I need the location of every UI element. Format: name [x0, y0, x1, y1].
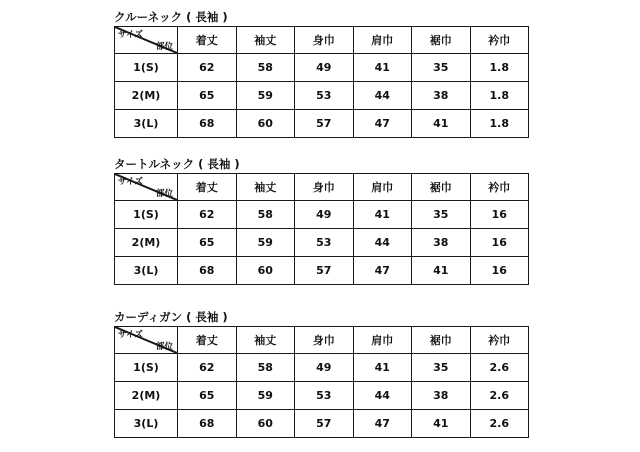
column-header: 肩巾: [353, 327, 412, 354]
value-cell: 58: [236, 54, 295, 82]
value-cell: 65: [178, 382, 237, 410]
value-cell: 53: [295, 382, 354, 410]
value-cell: 35: [412, 201, 471, 229]
value-cell: 47: [353, 410, 412, 438]
header-row: [115, 27, 529, 54]
value-cell: 1.8: [470, 110, 529, 138]
value-cell: 16: [470, 229, 529, 257]
value-cell: 47: [353, 257, 412, 285]
value-cell: 49: [295, 54, 354, 82]
corner-part-label: 部位: [155, 42, 173, 52]
value-cell: 38: [412, 82, 471, 110]
size-cell: 3(L): [115, 110, 178, 138]
corner-size-label: サイズ: [118, 330, 143, 340]
corner-cell: [115, 174, 178, 201]
value-cell: 59: [236, 382, 295, 410]
size-cell: 2(M): [115, 82, 178, 110]
value-cell: 57: [295, 410, 354, 438]
header-row: [115, 327, 529, 354]
corner-size-label: サイズ: [118, 177, 143, 187]
value-cell: 41: [353, 54, 412, 82]
value-cell: 65: [178, 229, 237, 257]
value-cell: 41: [412, 410, 471, 438]
value-cell: 44: [353, 229, 412, 257]
value-cell: 1.8: [470, 82, 529, 110]
size-section-turtleneck: [114, 157, 529, 285]
table-row: [115, 410, 529, 438]
value-cell: 44: [353, 382, 412, 410]
column-header: 肩巾: [353, 27, 412, 54]
value-cell: 44: [353, 82, 412, 110]
corner-cell: [115, 327, 178, 354]
value-cell: 2.6: [470, 410, 529, 438]
table-row: [115, 82, 529, 110]
value-cell: 62: [178, 354, 237, 382]
column-header: 身巾: [295, 27, 354, 54]
column-header: 裾巾: [412, 327, 471, 354]
value-cell: 60: [236, 257, 295, 285]
table-row: [115, 382, 529, 410]
column-header: 衿巾: [470, 174, 529, 201]
column-header: 着丈: [178, 174, 237, 201]
size-section-cardigan: [114, 310, 529, 438]
column-header: 衿巾: [470, 27, 529, 54]
value-cell: 58: [236, 354, 295, 382]
value-cell: 41: [353, 354, 412, 382]
value-cell: 62: [178, 54, 237, 82]
value-cell: 38: [412, 382, 471, 410]
section-title: カーディガン ( 長袖 ): [114, 310, 228, 324]
value-cell: 49: [295, 354, 354, 382]
column-header: 身巾: [295, 174, 354, 201]
section-title: クルーネック ( 長袖 ): [114, 10, 228, 24]
size-table: [114, 26, 529, 138]
column-header: 着丈: [178, 327, 237, 354]
value-cell: 41: [412, 110, 471, 138]
value-cell: 60: [236, 110, 295, 138]
size-cell: 3(L): [115, 410, 178, 438]
table-row: [115, 229, 529, 257]
value-cell: 59: [236, 82, 295, 110]
header-row: [115, 174, 529, 201]
column-header: 袖丈: [236, 27, 295, 54]
value-cell: 68: [178, 110, 237, 138]
column-header: 袖丈: [236, 327, 295, 354]
size-section-crewneck: [114, 10, 529, 138]
corner-cell: [115, 27, 178, 54]
value-cell: 2.6: [470, 382, 529, 410]
column-header: 裾巾: [412, 174, 471, 201]
size-cell: 1(S): [115, 201, 178, 229]
table-row: [115, 201, 529, 229]
value-cell: 53: [295, 82, 354, 110]
value-cell: 16: [470, 257, 529, 285]
size-cell: 2(M): [115, 382, 178, 410]
corner-part-label: 部位: [155, 189, 173, 199]
corner-size-label: サイズ: [118, 30, 143, 40]
value-cell: 62: [178, 201, 237, 229]
value-cell: 1.8: [470, 54, 529, 82]
value-cell: 53: [295, 229, 354, 257]
value-cell: 38: [412, 229, 471, 257]
value-cell: 57: [295, 257, 354, 285]
value-cell: 57: [295, 110, 354, 138]
table-row: [115, 110, 529, 138]
column-header: 着丈: [178, 27, 237, 54]
value-cell: 41: [353, 201, 412, 229]
value-cell: 68: [178, 257, 237, 285]
corner-part-label: 部位: [155, 342, 173, 352]
table-row: [115, 54, 529, 82]
column-header: 裾巾: [412, 27, 471, 54]
value-cell: 35: [412, 54, 471, 82]
value-cell: 68: [178, 410, 237, 438]
size-table: [114, 326, 529, 438]
size-table: [114, 173, 529, 285]
value-cell: 65: [178, 82, 237, 110]
value-cell: 41: [412, 257, 471, 285]
size-cell: 1(S): [115, 54, 178, 82]
size-cell: 1(S): [115, 354, 178, 382]
value-cell: 35: [412, 354, 471, 382]
value-cell: 59: [236, 229, 295, 257]
column-header: 身巾: [295, 327, 354, 354]
section-title: タートルネック ( 長袖 ): [114, 157, 240, 171]
value-cell: 16: [470, 201, 529, 229]
value-cell: 2.6: [470, 354, 529, 382]
value-cell: 49: [295, 201, 354, 229]
table-row: [115, 354, 529, 382]
column-header: 肩巾: [353, 174, 412, 201]
value-cell: 47: [353, 110, 412, 138]
column-header: 袖丈: [236, 174, 295, 201]
value-cell: 58: [236, 201, 295, 229]
table-row: [115, 257, 529, 285]
column-header: 衿巾: [470, 327, 529, 354]
value-cell: 60: [236, 410, 295, 438]
size-cell: 2(M): [115, 229, 178, 257]
size-cell: 3(L): [115, 257, 178, 285]
